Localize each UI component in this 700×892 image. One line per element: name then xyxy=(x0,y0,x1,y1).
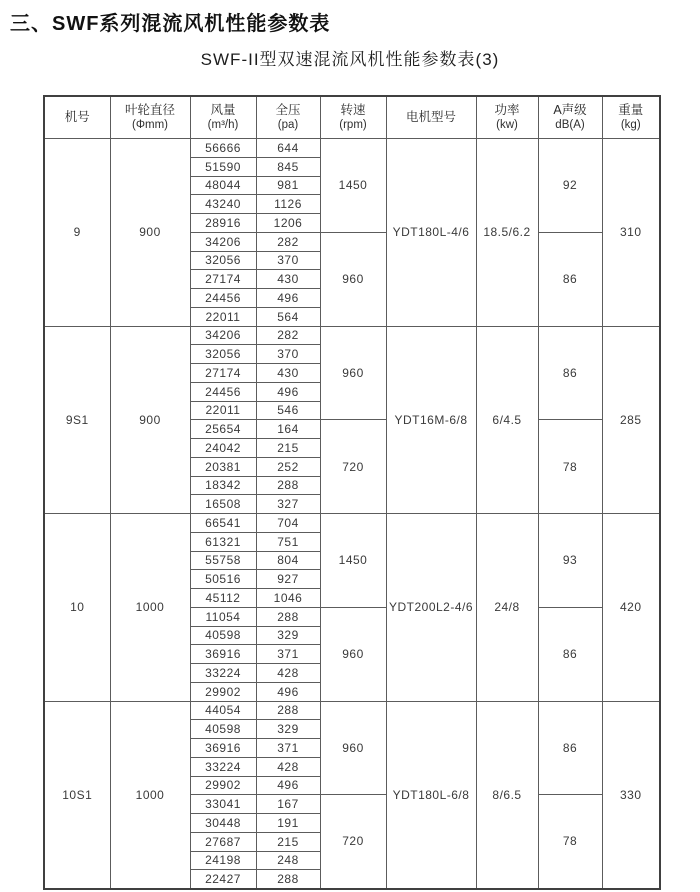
speed-cell: 960 xyxy=(320,701,386,795)
pressure-cell: 370 xyxy=(256,251,320,270)
pressure-cell: 546 xyxy=(256,401,320,420)
flow-cell: 27174 xyxy=(190,270,256,289)
pressure-cell: 927 xyxy=(256,570,320,589)
weight-cell: 285 xyxy=(602,326,660,514)
pressure-cell: 371 xyxy=(256,645,320,664)
flow-cell: 36916 xyxy=(190,739,256,758)
table-row xyxy=(44,701,660,720)
flow-cell: 29902 xyxy=(190,682,256,701)
col-title: 叶轮直径 xyxy=(124,102,175,117)
speed-cell: 720 xyxy=(320,795,386,889)
pressure-cell: 1126 xyxy=(256,195,320,214)
col-header-motor xyxy=(386,96,476,139)
pressure-cell: 288 xyxy=(256,701,320,720)
col-header-speed xyxy=(320,96,386,139)
diameter-cell: 900 xyxy=(110,326,190,514)
pressure-cell: 215 xyxy=(256,832,320,851)
col-header-noise xyxy=(538,96,602,139)
flow-cell: 48044 xyxy=(190,176,256,195)
col-unit: (pa) xyxy=(277,119,299,132)
noise-cell: 92 xyxy=(538,139,602,233)
col-header-pressure xyxy=(256,96,320,139)
pressure-cell: 428 xyxy=(256,664,320,683)
flow-cell: 51590 xyxy=(190,157,256,176)
pressure-cell: 496 xyxy=(256,289,320,308)
motor-cell: YDT180L-6/8 xyxy=(386,701,476,889)
col-unit: (Φmm) xyxy=(132,119,168,132)
weight-cell: 330 xyxy=(602,701,660,889)
pressure-cell: 329 xyxy=(256,626,320,645)
speed-cell: 960 xyxy=(320,326,386,420)
flow-cell: 36916 xyxy=(190,645,256,664)
model-cell: 10 xyxy=(44,514,110,702)
col-header-power xyxy=(476,96,538,139)
table-row xyxy=(44,514,660,533)
flow-cell: 24456 xyxy=(190,289,256,308)
flow-cell: 29902 xyxy=(190,776,256,795)
pressure-cell: 496 xyxy=(256,382,320,401)
flow-cell: 27174 xyxy=(190,364,256,383)
noise-cell: 86 xyxy=(538,607,602,701)
table-row xyxy=(44,326,660,345)
pressure-cell: 288 xyxy=(256,870,320,889)
power-cell: 8/6.5 xyxy=(476,701,538,889)
power-cell: 6/4.5 xyxy=(476,326,538,514)
pressure-cell: 329 xyxy=(256,720,320,739)
pressure-cell: 428 xyxy=(256,757,320,776)
flow-cell: 55758 xyxy=(190,551,256,570)
motor-cell: YDT16M-6/8 xyxy=(386,326,476,514)
flow-cell: 28916 xyxy=(190,214,256,233)
pressure-cell: 981 xyxy=(256,176,320,195)
speed-cell: 960 xyxy=(320,607,386,701)
table-row xyxy=(44,139,660,158)
col-unit: (kg) xyxy=(620,119,641,132)
power-cell: 18.5/6.2 xyxy=(476,139,538,327)
flow-cell: 44054 xyxy=(190,701,256,720)
speed-cell: 960 xyxy=(320,232,386,326)
flow-cell: 22011 xyxy=(190,401,256,420)
pressure-cell: 288 xyxy=(256,607,320,626)
model-cell: 9S1 xyxy=(44,326,110,514)
col-unit: (kw) xyxy=(496,119,518,132)
power-cell: 24/8 xyxy=(476,514,538,702)
flow-cell: 66541 xyxy=(190,514,256,533)
flow-cell: 40598 xyxy=(190,720,256,739)
pressure-cell: 644 xyxy=(256,139,320,158)
col-unit: (rpm) xyxy=(339,119,367,132)
weight-cell: 310 xyxy=(602,139,660,327)
pressure-cell: 804 xyxy=(256,551,320,570)
header-row xyxy=(44,96,660,139)
flow-cell: 22011 xyxy=(190,307,256,326)
col-title: 全压 xyxy=(275,102,301,117)
flow-cell: 27687 xyxy=(190,832,256,851)
pressure-cell: 751 xyxy=(256,532,320,551)
pressure-cell: 496 xyxy=(256,682,320,701)
flow-cell: 33224 xyxy=(190,757,256,776)
col-title: 风量 xyxy=(210,102,236,117)
pressure-cell: 215 xyxy=(256,439,320,458)
motor-cell: YDT180L-4/6 xyxy=(386,139,476,327)
noise-cell: 86 xyxy=(538,326,602,420)
diameter-cell: 1000 xyxy=(110,514,190,702)
pressure-cell: 430 xyxy=(256,270,320,289)
noise-cell: 78 xyxy=(538,420,602,514)
flow-cell: 33041 xyxy=(190,795,256,814)
motor-cell: YDT200L2-4/6 xyxy=(386,514,476,702)
page-subtitle: SWF-II型双速混流风机性能参数表(3) xyxy=(200,50,500,69)
flow-cell: 32056 xyxy=(190,251,256,270)
col-header-weight xyxy=(602,96,660,139)
col-title: 机号 xyxy=(64,109,90,124)
flow-cell: 22427 xyxy=(190,870,256,889)
col-header-diameter xyxy=(110,96,190,139)
flow-cell: 24042 xyxy=(190,439,256,458)
flow-cell: 61321 xyxy=(190,532,256,551)
diameter-cell: 1000 xyxy=(110,701,190,889)
flow-cell: 56666 xyxy=(190,139,256,158)
speed-cell: 1450 xyxy=(320,139,386,233)
col-title: 功率 xyxy=(494,102,520,117)
col-title: 转速 xyxy=(340,102,366,117)
pressure-cell: 191 xyxy=(256,814,320,833)
weight-cell: 420 xyxy=(602,514,660,702)
flow-cell: 18342 xyxy=(190,476,256,495)
flow-cell: 45112 xyxy=(190,589,256,608)
speed-cell: 1450 xyxy=(320,514,386,608)
pressure-cell: 430 xyxy=(256,364,320,383)
col-title: 电机型号 xyxy=(405,109,456,124)
model-cell: 9 xyxy=(44,139,110,327)
pressure-cell: 282 xyxy=(256,232,320,251)
pressure-cell: 167 xyxy=(256,795,320,814)
page-title: 三、SWF系列混流风机性能参数表 xyxy=(10,13,331,35)
col-title: 重量 xyxy=(618,102,644,117)
pressure-cell: 564 xyxy=(256,307,320,326)
noise-cell: 78 xyxy=(538,795,602,889)
performance-table xyxy=(43,95,661,890)
pressure-cell: 1206 xyxy=(256,214,320,233)
pressure-cell: 164 xyxy=(256,420,320,439)
pressure-cell: 327 xyxy=(256,495,320,514)
flow-cell: 16508 xyxy=(190,495,256,514)
flow-cell: 20381 xyxy=(190,457,256,476)
col-unit: (m³/h) xyxy=(207,119,239,132)
pressure-cell: 248 xyxy=(256,851,320,870)
model-cell: 10S1 xyxy=(44,701,110,889)
flow-cell: 40598 xyxy=(190,626,256,645)
flow-cell: 50516 xyxy=(190,570,256,589)
pressure-cell: 282 xyxy=(256,326,320,345)
noise-cell: 93 xyxy=(538,514,602,608)
pressure-cell: 845 xyxy=(256,157,320,176)
pressure-cell: 370 xyxy=(256,345,320,364)
flow-cell: 33224 xyxy=(190,664,256,683)
col-title: A声级 xyxy=(553,102,587,117)
flow-cell: 24198 xyxy=(190,851,256,870)
flow-cell: 34206 xyxy=(190,326,256,345)
pressure-cell: 371 xyxy=(256,739,320,758)
noise-cell: 86 xyxy=(538,232,602,326)
flow-cell: 11054 xyxy=(190,607,256,626)
flow-cell: 32056 xyxy=(190,345,256,364)
diameter-cell: 900 xyxy=(110,139,190,327)
pressure-cell: 496 xyxy=(256,776,320,795)
speed-cell: 720 xyxy=(320,420,386,514)
flow-cell: 30448 xyxy=(190,814,256,833)
col-header-flow xyxy=(190,96,256,139)
col-unit: dB(A) xyxy=(555,119,585,132)
flow-cell: 34206 xyxy=(190,232,256,251)
flow-cell: 24456 xyxy=(190,382,256,401)
flow-cell: 25654 xyxy=(190,420,256,439)
pressure-cell: 704 xyxy=(256,514,320,533)
pressure-cell: 252 xyxy=(256,457,320,476)
pressure-cell: 288 xyxy=(256,476,320,495)
pressure-cell: 1046 xyxy=(256,589,320,608)
flow-cell: 43240 xyxy=(190,195,256,214)
col-header-model xyxy=(44,96,110,139)
noise-cell: 86 xyxy=(538,701,602,795)
